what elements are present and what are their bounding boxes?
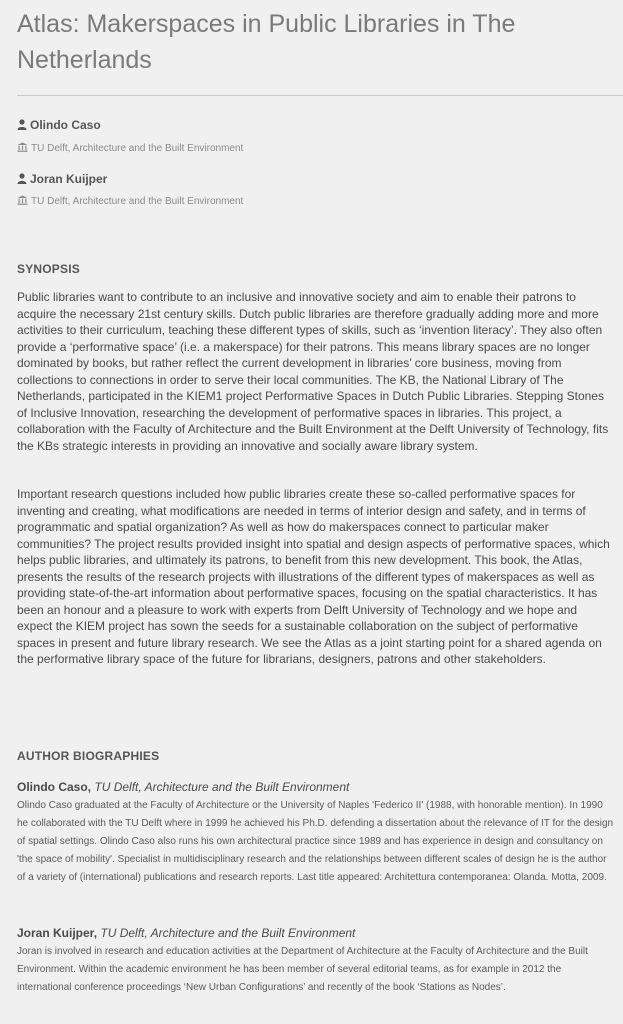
- author-name-text: Olindo Caso: [30, 118, 101, 132]
- institution-icon: [17, 142, 28, 152]
- synopsis-paragraph: Public libraries want to contribute to an inclusive and innovative society and aim to enable their patrons to acquire the necessary 21st century skills. Dutch public libraries are therefore gradually adding more and more activities to their curriculum, teaching these different types of skills, such as ‘invention literacy’. They also often provide a ‘performative space’ (i.e. a makerspace) for their patrons. This means library spaces are no longer dominated by books, but rather reflect the current development in libraries’ core business, moving from collections to connections in order to serve their local communities. The KB, the National Library of The Netherlands, participated in the KIEM1 project Performative Spaces in Dutch Public Libraries. Stepping Stones of Inclusive Innovation, researching the development of performative spaces in libraries. This project, a collaboration with the Faculty of Architecture and the Built Environment at the Delft University of Technology, fits the KBs strategic interests in providing an innovative and socially aware library system.: [17, 290, 609, 453]
- bio-heading: [17, 780, 349, 794]
- author-affiliation-text: TU Delft, Architecture and the Built Environment: [31, 143, 244, 154]
- institution-icon: [17, 195, 28, 205]
- synopsis-heading: SYNOPSIS: [17, 262, 80, 276]
- bio-name: Olindo Caso,: [17, 780, 92, 794]
- user-icon: [17, 173, 27, 184]
- page-title: Atlas: Makerspaces in Public Libraries in The Netherlands: [17, 10, 516, 74]
- bio-heading: [17, 926, 355, 940]
- bio-text: Joran is involved in research and education activities at the Department of Architecture at the Faculty of Architecture and the Built Environment. Within the academic environment he has been member of several editorial teams, as for example in 2012 the international conference proceedings ‘New Urban Configurations’ and recently of the book ‘Stations as Nodes’.: [17, 946, 588, 993]
- bio-text: Olindo Caso graduated at the Faculty of Architecture or the University of Naples 'Federico II' (1988, with honorable mention). In 1990 he collaborated with the TU Delft where in 1999 he achieved his Ph.D. defending a dissertation about the relevance of IT for the design of spatial settings. Olindo Caso also runs his own architectural practice since 1989 and has experience in design and consultancy on 'the space of mobility'. Specialist in multidisciplinary research and the relationships between different scales of design he is the author of a variety of (international) publications and research reports. Last title appeared: Architettura contemporanea: Olanda. Motta, 2009.: [17, 800, 614, 883]
- biographies-heading: AUTHOR BIOGRAPHIES: [17, 749, 160, 763]
- bio-name: Joran Kuijper,: [17, 926, 98, 940]
- bio-affiliation: TU Delft, Architecture and the Built Environment: [100, 926, 356, 940]
- author-name-text: Joran Kuijper: [30, 172, 108, 186]
- title-divider: [17, 95, 623, 96]
- bio-affiliation: TU Delft, Architecture and the Built Environment: [94, 780, 350, 794]
- user-icon: [17, 119, 27, 130]
- author-name: [17, 172, 107, 186]
- author-name: [17, 118, 101, 132]
- author-affiliation: [17, 195, 243, 207]
- author-affiliation: [17, 142, 243, 154]
- author-affiliation-text: TU Delft, Architecture and the Built Environment: [31, 196, 244, 207]
- synopsis-paragraph: Important research questions included how public libraries create these so-called performative spaces for inventing and creating, what modifications are needed in terms of interior design and safety, and in terms of programmatic and spatial organization? As well as how do makerspaces connect to particular maker communities? The project results provided insight into spatial and design aspects of performative spaces, which helps public libraries, and ultimately its patrons, to benefit from this new development. This book, the Atlas, presents the results of the research projects with illustrations of the different types of makerspaces as well as providing state-of-the-art information about performative spaces, focusing on the spatial characteristics. It has been an honour and a pleasure to work with experts from Delft University of Technology and we hope and expect the KIEM project has sown the seeds for a sustainable collaboration on the subject of performative spaces in present and future library research. We see the Atlas as a joint starting point for a shared agenda on the performative library space of the future for librarians, designers, patrons and other stakeholders.: [17, 487, 610, 666]
